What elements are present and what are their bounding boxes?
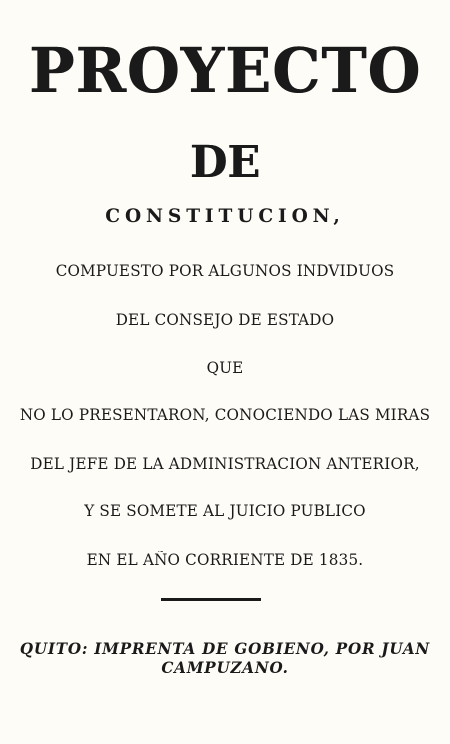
body-line-7: EN EL AÑO CORRIENTE DE 1835. xyxy=(86,551,364,569)
imprint-line-2: CAMPUZANO. xyxy=(161,658,289,677)
body-line-5: DEL JEFE DE LA ADMINISTRACION ANTERIOR, xyxy=(30,455,420,473)
body-line-2: DEL CONSEJO DE ESTADO xyxy=(115,311,335,329)
divider-rule xyxy=(161,598,261,601)
body-line-4: NO LO PRESENTARON, CONOCIENDO LAS MIRAS xyxy=(19,406,431,424)
main-title: PROYECTO xyxy=(28,34,422,107)
title-subject: CONSTITUCION, xyxy=(105,205,345,227)
body-line-6: Y SE SOMETE AL JUICIO PUBLICO xyxy=(84,502,366,520)
body-line-1: COMPUESTO POR ALGUNOS INDVIDUOS xyxy=(55,262,395,280)
title-de: DE xyxy=(189,137,261,188)
body-line-3: QUE xyxy=(206,359,244,377)
imprint-line-1: QUITO: IMPRENTA DE GOBIENO, POR JUAN xyxy=(19,639,431,658)
